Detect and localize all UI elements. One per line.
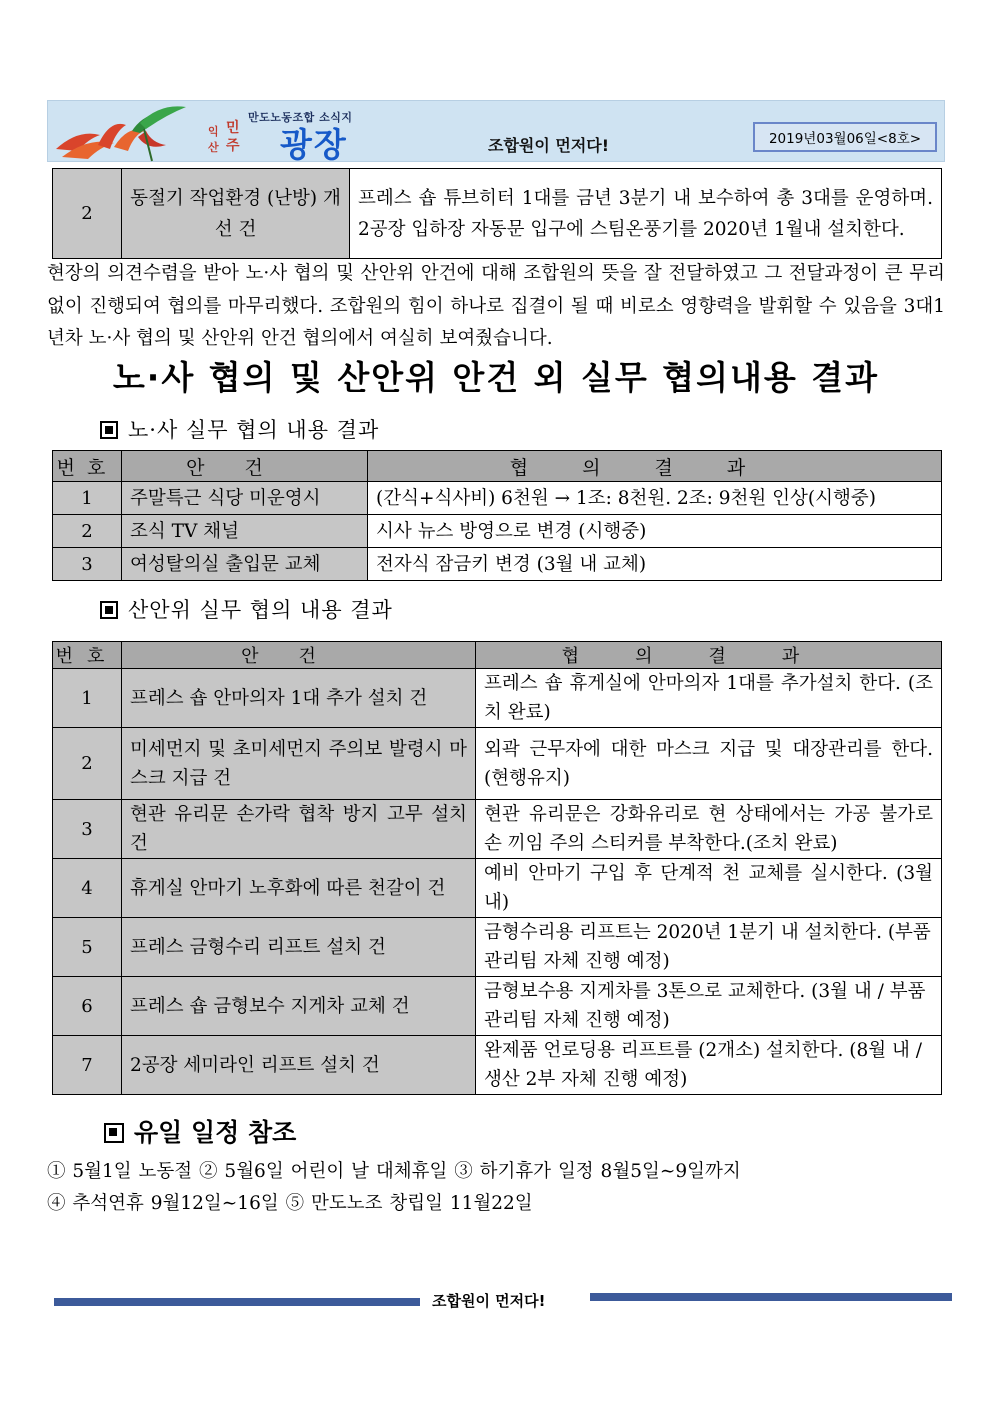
- table-row: [53, 800, 942, 859]
- row-result: 완제품 언로딩용 리프트를 (2개소) 설치한다. (8월 내 / 생산 2부 자체 진행 예정): [476, 1036, 942, 1095]
- row-result: 금형보수용 지게차를 3톤으로 교체한다. (3월 내 / 부품관리팀 자체 진행 예정): [476, 977, 942, 1036]
- square-bullet-icon: [100, 601, 118, 619]
- table-header-row: [53, 642, 942, 669]
- row-item: 휴게실 안마기 노후화에 따른 천갈이 건: [122, 859, 476, 918]
- table-row: [53, 169, 942, 259]
- continued-table: [52, 168, 942, 259]
- row-item: 여성탈의실 출입문 교체: [122, 548, 368, 581]
- row-item: 프레스 금형수리 리프트 설치 건: [122, 918, 476, 977]
- row-item: 프레스 숍 안마의자 1대 추가 설치 건: [122, 669, 476, 728]
- row-item: 2공장 세미라인 리프트 설치 건: [122, 1036, 476, 1095]
- header-number: 번호: [53, 451, 122, 482]
- summary-paragraph: 현장의 의견수렴을 받아 노·사 협의 및 산안위 안건에 대해 조합원의 뜻을 잘 전달하였고 그 전달과정이 큰 무리 없이 진행되여 협의를 마무리했다. 조합원의 힘이 하나로 집결이 될 때 비로소 영향력을 발휘할 수 있음을 3대1년차 노·사 협의 및 산안위 안건 협의에서 여실히 보여줬습니다.: [47, 263, 945, 349]
- square-bullet-icon: [104, 1123, 124, 1143]
- row-result: 금형수리용 리프트는 2020년 1분기 내 설치한다. (부품관리팀 자체 진행 예정): [476, 918, 942, 977]
- footer-rule: [54, 1298, 420, 1306]
- minju-char: 주: [226, 138, 240, 154]
- safety-table: [52, 641, 942, 1095]
- footer-slogan: 조합원이 먼저다!: [432, 1292, 546, 1310]
- row-result: (간식+식사비) 6천원 → 1조: 8천원. 2조: 9천원 인상(시행중): [368, 482, 942, 515]
- table-row: [53, 977, 942, 1036]
- row-result: 현관 유리문은 강화유리로 현 상태에서는 가공 불가로 손 끼임 주의 스티커를 부착한다.(조치 완료): [476, 800, 942, 859]
- minju-char: 익: [208, 125, 219, 138]
- row-number: 2: [53, 169, 122, 259]
- labor-heading: [100, 414, 379, 444]
- paper-name: 광장: [280, 125, 348, 164]
- labor-table: [52, 450, 942, 581]
- table-row: [53, 1036, 942, 1095]
- row-number: 2: [53, 515, 122, 548]
- row-result: 예비 안마기 구입 후 단계적 천 교체를 실시한다. (3월 내): [476, 859, 942, 918]
- row-item: 미세먼지 및 초미세먼지 주의보 발령시 마스크 지급 건: [122, 728, 476, 800]
- row-item: 주말특근 식당 미운영시: [122, 482, 368, 515]
- row-number: 5: [53, 918, 122, 977]
- header-result: 협의결과: [368, 451, 942, 482]
- row-number: 4: [53, 859, 122, 918]
- safety-heading: [100, 594, 393, 624]
- holiday-heading-text: 유일 일정 참조: [134, 1118, 297, 1147]
- header-item: 안건: [122, 642, 476, 669]
- table-row: [53, 728, 942, 800]
- row-item: 프레스 숍 금형보수 지게차 교체 건: [122, 977, 476, 1036]
- newsletter-header: [47, 100, 945, 162]
- union-logo-icon: [48, 101, 223, 163]
- table-row: [53, 548, 942, 581]
- row-item: 동절기 작업환경 (난방) 개선 건: [122, 169, 350, 259]
- safety-heading-text: 산안위 실무 협의 내용 결과: [128, 598, 393, 622]
- holiday-line: ④ 추석연휴 9월12일∼16일 ⑤ 만도노조 창립일 11월22일: [47, 1193, 533, 1214]
- row-number: 3: [53, 548, 122, 581]
- row-item: 현관 유리문 손가락 협착 방지 고무 설치 건: [122, 800, 476, 859]
- footer-rule: [590, 1293, 952, 1301]
- row-result: 전자식 잠금키 변경 (3월 내 교체): [368, 548, 942, 581]
- org-name: 만도노동조합 소식지: [248, 111, 353, 124]
- square-bullet-icon: [100, 421, 118, 439]
- header-item: 안건: [122, 451, 368, 482]
- holiday-line: ① 5월1일 노동절 ② 5월6일 어린이 날 대체휴일 ③ 하기휴가 일정 8월5일∼9일까지: [47, 1161, 741, 1182]
- minju-char: 민: [226, 120, 240, 136]
- header-result: 협의결과: [476, 642, 942, 669]
- table-row: [53, 918, 942, 977]
- row-result: 외곽 근무자에 대한 마스크 지급 및 대장관리를 한다. (현행유지): [476, 728, 942, 800]
- main-title: 노·사 협의 및 산안위 안건 외 실무 협의내용 결과: [112, 358, 880, 397]
- issue-date-box: 2019년03월06일<8호>: [753, 122, 937, 152]
- header-number: 번호: [53, 642, 122, 669]
- table-row: [53, 482, 942, 515]
- row-number: 1: [53, 669, 122, 728]
- row-result: 프레스 숍 휴게실에 안마의자 1대를 추가설치 한다. (조치 완료): [476, 669, 942, 728]
- table-row: [53, 859, 942, 918]
- labor-heading-text: 노·사 실무 협의 내용 결과: [128, 418, 380, 442]
- table-header-row: [53, 451, 942, 482]
- row-number: 7: [53, 1036, 122, 1095]
- row-item: 조식 TV 채널: [122, 515, 368, 548]
- table-row: [53, 669, 942, 728]
- row-number: 6: [53, 977, 122, 1036]
- minju-char: 산: [208, 141, 219, 154]
- header-slogan: 조합원이 먼저다!: [488, 136, 610, 155]
- row-number: 2: [53, 728, 122, 800]
- row-number: 1: [53, 482, 122, 515]
- row-number: 3: [53, 800, 122, 859]
- holiday-heading: [104, 1113, 296, 1149]
- table-row: [53, 515, 942, 548]
- row-result: 시사 뉴스 방영으로 변경 (시행중): [368, 515, 942, 548]
- row-result: 프레스 숍 튜브히터 1대를 금년 3분기 내 보수하여 총 3대를 운영하며. 2공장 입하장 자동문 입구에 스팀온풍기를 2020년 1월내 설치한다.: [350, 169, 942, 259]
